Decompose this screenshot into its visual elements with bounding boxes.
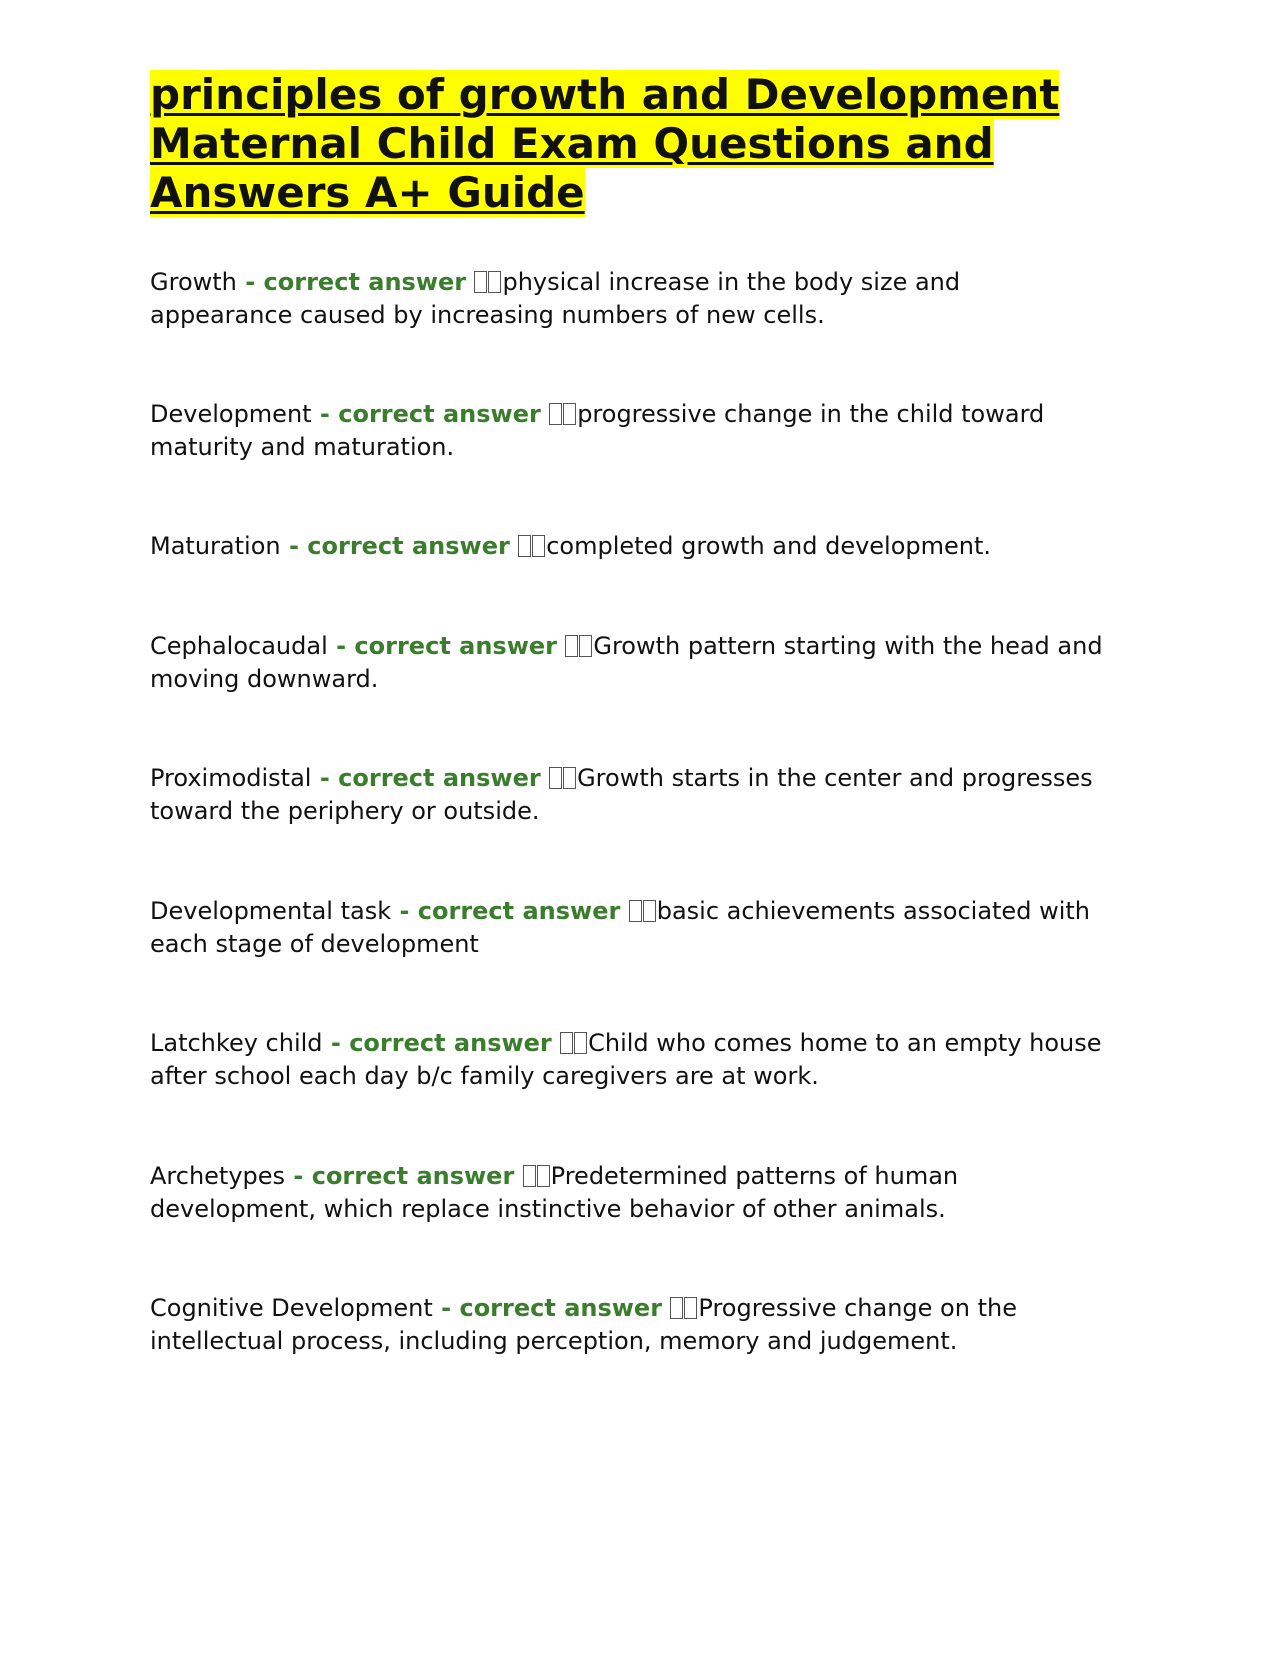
qa-item-proximodistal <box>150 762 1110 828</box>
title-text: principles of growth and Development Maternal Child Exam Questions and Answers A+ Guide <box>150 70 1060 217</box>
term: Growth <box>150 268 237 296</box>
answer: Child who comes home to an empty house after school each day b/c family caregivers are at work. <box>150 1029 1102 1090</box>
term: Cephalocaudal <box>150 632 328 660</box>
missing-glyph-icon <box>523 1165 536 1187</box>
correct-answer-label: - correct answer <box>327 632 566 660</box>
term: Latchkey child <box>150 1029 323 1057</box>
answer: progressive change in the child toward maturity and maturation. <box>150 400 1045 461</box>
qa-item-growth <box>150 266 1110 332</box>
correct-answer-label: - correct answer <box>280 532 519 560</box>
term: Developmental task <box>150 897 392 925</box>
answer: Growth pattern starting with the head and moving downward. <box>150 632 1103 693</box>
missing-glyph-icon <box>537 1165 550 1187</box>
qa-item-developmental-task <box>150 895 1110 961</box>
missing-glyph-icon <box>474 271 487 293</box>
missing-glyph-icon <box>579 635 592 657</box>
correct-answer-label: - correct answer <box>391 897 629 925</box>
missing-glyph-icon <box>574 1032 587 1054</box>
term: Cognitive Development <box>150 1294 433 1322</box>
missing-glyph-icon <box>643 900 656 922</box>
correct-answer-label: - correct answer <box>311 400 550 428</box>
answer: completed growth and development. <box>546 532 992 560</box>
correct-answer-label: - correct answer <box>432 1294 671 1322</box>
qa-item-archetypes <box>150 1160 1110 1226</box>
term: Archetypes <box>150 1162 286 1190</box>
correct-answer-label: - correct answer <box>285 1162 523 1190</box>
answer: Progressive change on the intellectual process, including perception, memory and judgement. <box>150 1294 1017 1355</box>
term: Development <box>150 400 312 428</box>
qa-item-cephalocaudal <box>150 630 1110 696</box>
correct-answer-label: - correct answer <box>322 1029 561 1057</box>
missing-glyph-icon <box>488 271 501 293</box>
missing-glyph-icon <box>563 403 576 425</box>
missing-glyph-icon <box>532 535 545 557</box>
qa-item-maturation <box>150 530 1110 563</box>
missing-glyph-icon <box>549 403 562 425</box>
answer: physical increase in the body size and appearance caused by increasing numbers of new cells. <box>150 268 961 329</box>
document-title <box>150 70 1090 217</box>
missing-glyph-icon <box>563 767 576 789</box>
qa-item-latchkey-child <box>150 1027 1110 1093</box>
missing-glyph-icon <box>670 1297 683 1319</box>
answer: basic achievements associated with each stage of development <box>150 897 1090 958</box>
qa-item-development <box>150 398 1110 464</box>
correct-answer-label: - correct answer <box>311 764 550 792</box>
missing-glyph-icon <box>565 635 578 657</box>
term: Proximodistal <box>150 764 312 792</box>
missing-glyph-icon <box>560 1032 573 1054</box>
missing-glyph-icon <box>684 1297 697 1319</box>
missing-glyph-icon <box>629 900 642 922</box>
missing-glyph-icon <box>549 767 562 789</box>
qa-item-cognitive-development <box>150 1292 1110 1358</box>
answer: Predetermined patterns of human development, which replace instinctive behavior of other animals. <box>150 1162 959 1223</box>
missing-glyph-icon <box>518 535 531 557</box>
answer: Growth starts in the center and progresses toward the periphery or outside. <box>150 764 1093 825</box>
correct-answer-label: - correct answer <box>236 268 475 296</box>
term: Maturation <box>150 532 281 560</box>
